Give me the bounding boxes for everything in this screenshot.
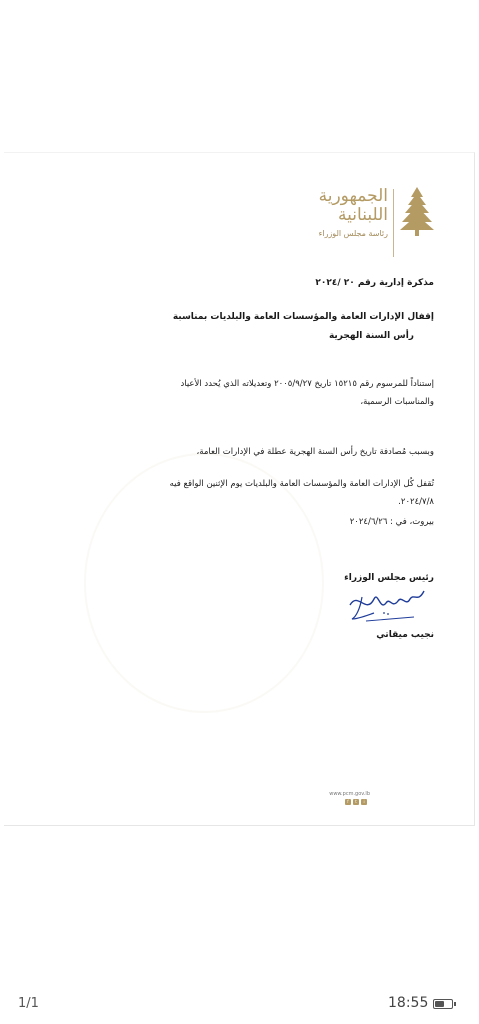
date-line: بيروت، في : ٢٠٢٤/٦/٢٦ — [349, 517, 434, 527]
paragraph-closure — [170, 475, 434, 511]
instagram-icon[interactable]: i — [361, 799, 367, 805]
social-icons — [345, 799, 367, 805]
paragraph-decree — [180, 375, 434, 411]
document-page — [4, 152, 475, 826]
paragraph1-line2: والمناسبات الرسمية، — [360, 397, 434, 407]
twitter-icon[interactable]: t — [353, 799, 359, 805]
letterhead-title-line2: اللبنانية — [338, 205, 388, 225]
letterhead-title-line1: الجمهورية — [318, 186, 388, 206]
facebook-icon[interactable]: f — [345, 799, 351, 805]
page-indicator: 1/1 — [18, 996, 39, 1011]
letterhead-title — [319, 187, 388, 225]
battery-fill — [435, 1001, 444, 1007]
subject-line1: إقفال الإدارات العامة والمؤسسات العامة والبلديات بمناسبة — [172, 312, 434, 322]
memo-title: مذكرة إدارية رقم ٢٠ /٢٠٢٤ — [315, 278, 434, 288]
handwritten-signature — [344, 585, 429, 625]
letterhead-subtitle: رئاسة مجلس الوزراء — [318, 229, 388, 238]
paragraph3-line2: ٢٠٢٤/٧/٨. — [398, 497, 434, 507]
memo-subject — [173, 308, 434, 346]
letterhead-logo — [318, 183, 434, 263]
battery-cap — [454, 1002, 456, 1006]
website-link[interactable]: www.pcm.gov.lb — [329, 791, 370, 797]
battery-icon — [433, 999, 453, 1009]
paragraph3-line1: تُقفل كُل الإدارات العامة والمؤسسات العامة والبلديات يوم الإثنين الواقع فيه — [169, 479, 434, 489]
status-time: 18:55 — [388, 995, 429, 1011]
signatory-title: رئيس مجلس الوزراء — [344, 573, 434, 583]
paragraph-reason: وبسبب مُصادفة تاريخ رأس السنة الهجرية عطلة في الإدارات العامة، — [196, 447, 434, 457]
subject-line2: رأس السنة الهجرية — [328, 331, 414, 341]
letterhead-divider — [393, 189, 394, 257]
cedar-tree-icon — [400, 185, 434, 237]
paragraph1-line1: إستناداً للمرسوم رقم ١٥٢١٥ تاريخ ٢٠٠٥/٩/٢٧ وتعديلاته الذي يُحدد الأعياد — [180, 379, 434, 389]
signatory-name: نجيب ميقاتي — [376, 630, 434, 640]
